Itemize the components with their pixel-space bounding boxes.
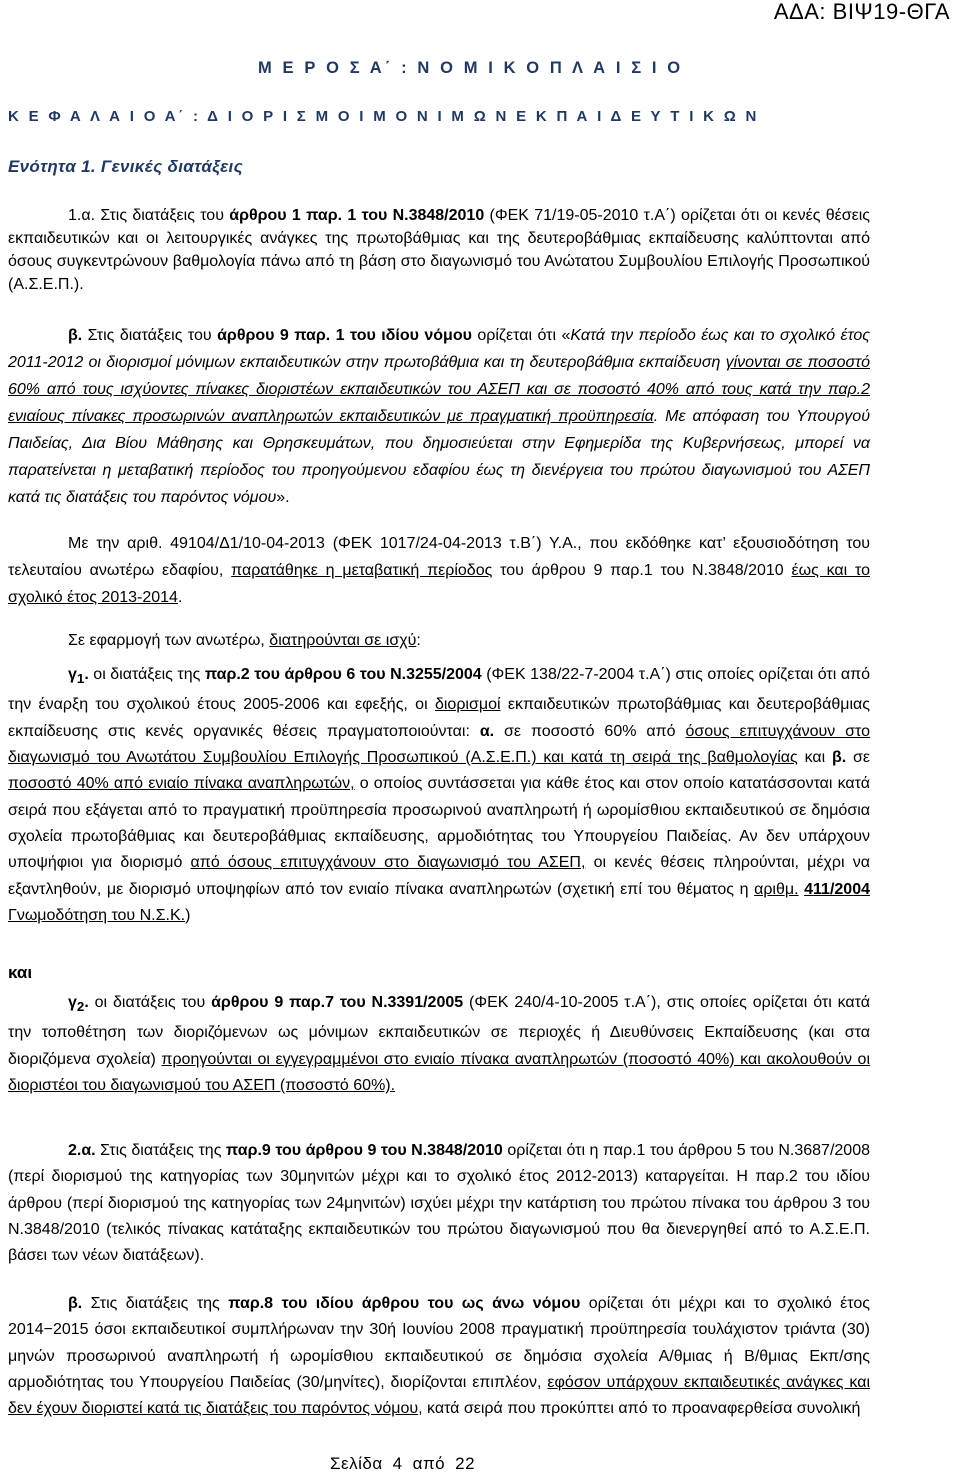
- paragraph-extension: Με την αριθ. 49104/Δ1/10-04-2013 (ΦΕΚ 1017/24-04-2013 τ.Β΄) Υ.Α., που εκδόθηκε κατ’ εξουσιοδότηση του τελευταίου ανωτέρω εδαφίου, παρατάθηκε η μεταβατική περίοδος του άρθρου 9 παρ.1 του Ν.3848/2010 έως και το σχολικό έτος 2013-2014.: [8, 535, 871, 606]
- ada-code: ΑΔΑ: ΒΙΨ19-ΘΓΑ: [773, 0, 950, 24]
- paragraph-1b: β. Στις διατάξεις του άρθρου 9 παρ. 1 του ιδίου νόμου ορίζεται ότι «Κατά την περίοδο έως και το σχολικό έτος 2011-2012 οι διορισμοί μόνιμων εκπαιδευτικών στην πρωτοβάθμια και τη δευτεροβάθμια εκπαίδευση γίνονται σε ποσοστό 60% από τους ισχύοντες πίνακες διοριστέων εκπαιδευτικών του ΑΣΕΠ και σε ποσοστό 40% από τους κατά την παρ.2 ενιαίους πίνακες προσωρινών αναπληρωτών εκπαιδευτικών με πραγματική προϋπηρεσία. Με απόφαση του Υπουργού Παιδείας, Δια Βίου Μάθησης και Θρησκευμάτων, που δημοσιεύεται στην Εφημερίδα της Κυβερνήσεως, μπορεί να παρατείνεται η μεταβατική περίοδος του προηγούμενου εδαφίου έως τη διενέργεια του πρώτου διαγωνισμού του ΑΣΕΠ κατά τις διατάξεις του παρόντος νόμου».: [8, 327, 871, 506]
- paragraph-1a: 1.α. Στις διατάξεις του άρθρου 1 παρ. 1 του Ν.3848/2010 (ΦΕΚ 71/19-05-2010 τ.Α΄) ορίζεται ότι οι κενές θέσεις εκπαιδευτικών και οι λειτουργικές ανάγκες της πρωτοβάθμιας και της δευτεροβάθμιας εκπαίδευσης καλύπτονται από όσους συγκεντρώνουν βαθμολογία πάνω από τη βάση στο διαγωνισμό του Ανώτατου Συμβουλίου Επιλογής Προσωπικού (Α.Σ.Ε.Π.).: [8, 207, 870, 293]
- chapter-heading: Κ Ε Φ Α Λ Α Ι Ο Α΄ : Δ Ι Ο Ρ Ι Σ Μ Ο Ι Μ Ο Ν Ι Μ Ω Ν Ε Κ Π Α Ι Δ Ε Υ Τ Ι Κ Ω Ν: [8, 108, 760, 125]
- paragraph-2b: β. Στις διατάξεις της παρ.8 του ιδίου άρθρου του ως άνω νόμου ορίζεται ότι μέχρι και το σχολικό έτος 2014−2015 όσοι εκπαιδευτικοί συμπλήρωναν την 30ή Ιουνίου 2008 πραγματική προϋπηρεσία τουλάχιστον τριάντα (30) μηνών προσωρινού αναπληρωτή ή ωρομίσθιου εκπαιδευτικού σε δημόσια σχολεία Α/θμιας ή Β/θμιας Εκπ/σης αρμοδιότητας του Υπουργείου Παιδείας (30/μηνίτες), διορίζονται επιπλέον, εφόσον υπάρχουν εκπαιδευτικές ανάγκες και δεν έχουν διοριστεί κατά τις διατάξεις του παρόντος νόμου, κατά σειρά που προκύπτει από το προαναφερθείσα συνολική: [8, 1295, 871, 1418]
- para-1a-lead: 1.α.: [68, 207, 96, 224]
- page-number: 4: [392, 1454, 403, 1473]
- of-label: από: [412, 1454, 446, 1473]
- conjunction: και: [8, 963, 33, 982]
- total-pages: 22: [455, 1454, 476, 1473]
- paragraph-apply: Σε εφαρμογή των ανωτέρω, διατηρούνται σε ισχύ:: [68, 632, 421, 649]
- part-heading: Μ Ε Ρ Ο Σ Α΄ : Ν Ο Μ Ι Κ Ο Π Λ Α Ι Σ Ι Ο: [258, 59, 684, 77]
- page-label: Σελίδα: [330, 1454, 383, 1473]
- paragraph-g2: $\gamma_2$. οι διατάξεις του άρθρου 9 παρ.7 του Ν.3391/2005 (ΦΕΚ 240/4-10-2005 τ.Α΄), στις οποίες ορίζεται ότι κατά την τοποθέτηση των διοριζόμενων ως μόνιμων εκπαιδευτικών σε περιοχές ή Διευθύνσεις Εκπαίδευσης (και στα διοριζόμενα σχολεία) προηγούνται οι εγγεγραμμένοι στο ενιαίο πίνακα αναπληρωτών (ποσοστό 40%) και ακολουθούν οι διοριστέοι του διαγωνισμού του ΑΣΕΠ (ποσοστό 60%).: [8, 994, 871, 1095]
- unit-heading: Ενότητα 1. Γενικές διατάξεις: [8, 157, 243, 176]
- paragraph-g1: $\gamma_1$. οι διατάξεις της παρ.2 του άρθρου 6 του Ν.3255/2004 (ΦΕΚ 138/22-7-2004 τ.Α΄) στις οποίες ορίζεται ότι από την έναρξη του σχολικού έτους 2005-2006 και εφεξής, οι διορισμοί εκπαιδευτικών πρωτοβάθμιας και δευτεροβάθμιας εκπαίδευσης στις κενές οργανικές θέσεις πραγματοποιούνται: α. σε ποσοστό 60% από όσους επιτυγχάνουν στο διαγωνισμό του Ανωτάτου Συμβουλίου Επιλογής Προσωπικού (Α.Σ.Ε.Π.) και κατά τη σειρά της βαθμολογίας και β. σε ποσοστό 40% από ενιαίο πίνακα αναπληρωτών, ο οποίος συντάσσεται για κάθε έτος και στον οποίο κατατάσσονται κατά σειρά που εξάγεται από το πραγματική προϋπηρεσία προσωρινού αναπληρωτή ή ωρομίσθιου εκπαιδευτικού σε δημόσια σχολεία πρωτοβάθμιας και δευτεροβάθμιας εκπαίδευσης, αρμοδιότητας του Υπουργείου Παιδείας. Αν δεν υπάρχουν υποψήφιοι για διορισμό από όσους επιτυγχάνουν στο διαγωνισμό του ΑΣΕΠ, οι κενές θέσεις πληρούνται, μέχρι να εξαντληθούν, με διορισμό υποψηφίων από τον ενιαίο πίνακα αναπληρωτών (σχετική επί του θέματος η αριθμ. 411/2004 Γνωμοδότηση του Ν.Σ.Κ.): [8, 666, 871, 924]
- page-footer: [330, 1454, 485, 1474]
- paragraph-2a: 2.α. Στις διατάξεις της παρ.9 του άρθρου 9 του Ν.3848/2010 ορίζεται ότι η παρ.1 του άρθρου 5 του Ν.3687/2008 (περί διορισμού της κατηγορίας των 30μηνιτών μέχρι και το σχολικό έτος 2012-2013) καταργείται. Η παρ.2 του ιδίου άρθρου (περί διορισμού της κατηγορίας των 24μηνιτών) ισχύει μέχρι την κατάρτιση του πρώτου πίνακα του άρθρου 3 του Ν.3848/2010 (τελικός πίνακας κατάταξης εκπαιδευτικών του πρώτου διαγωνισμού που θα διενεργηθεί από το Α.Σ.Ε.Π. βάσει των νέων διατάξεων).: [8, 1142, 870, 1265]
